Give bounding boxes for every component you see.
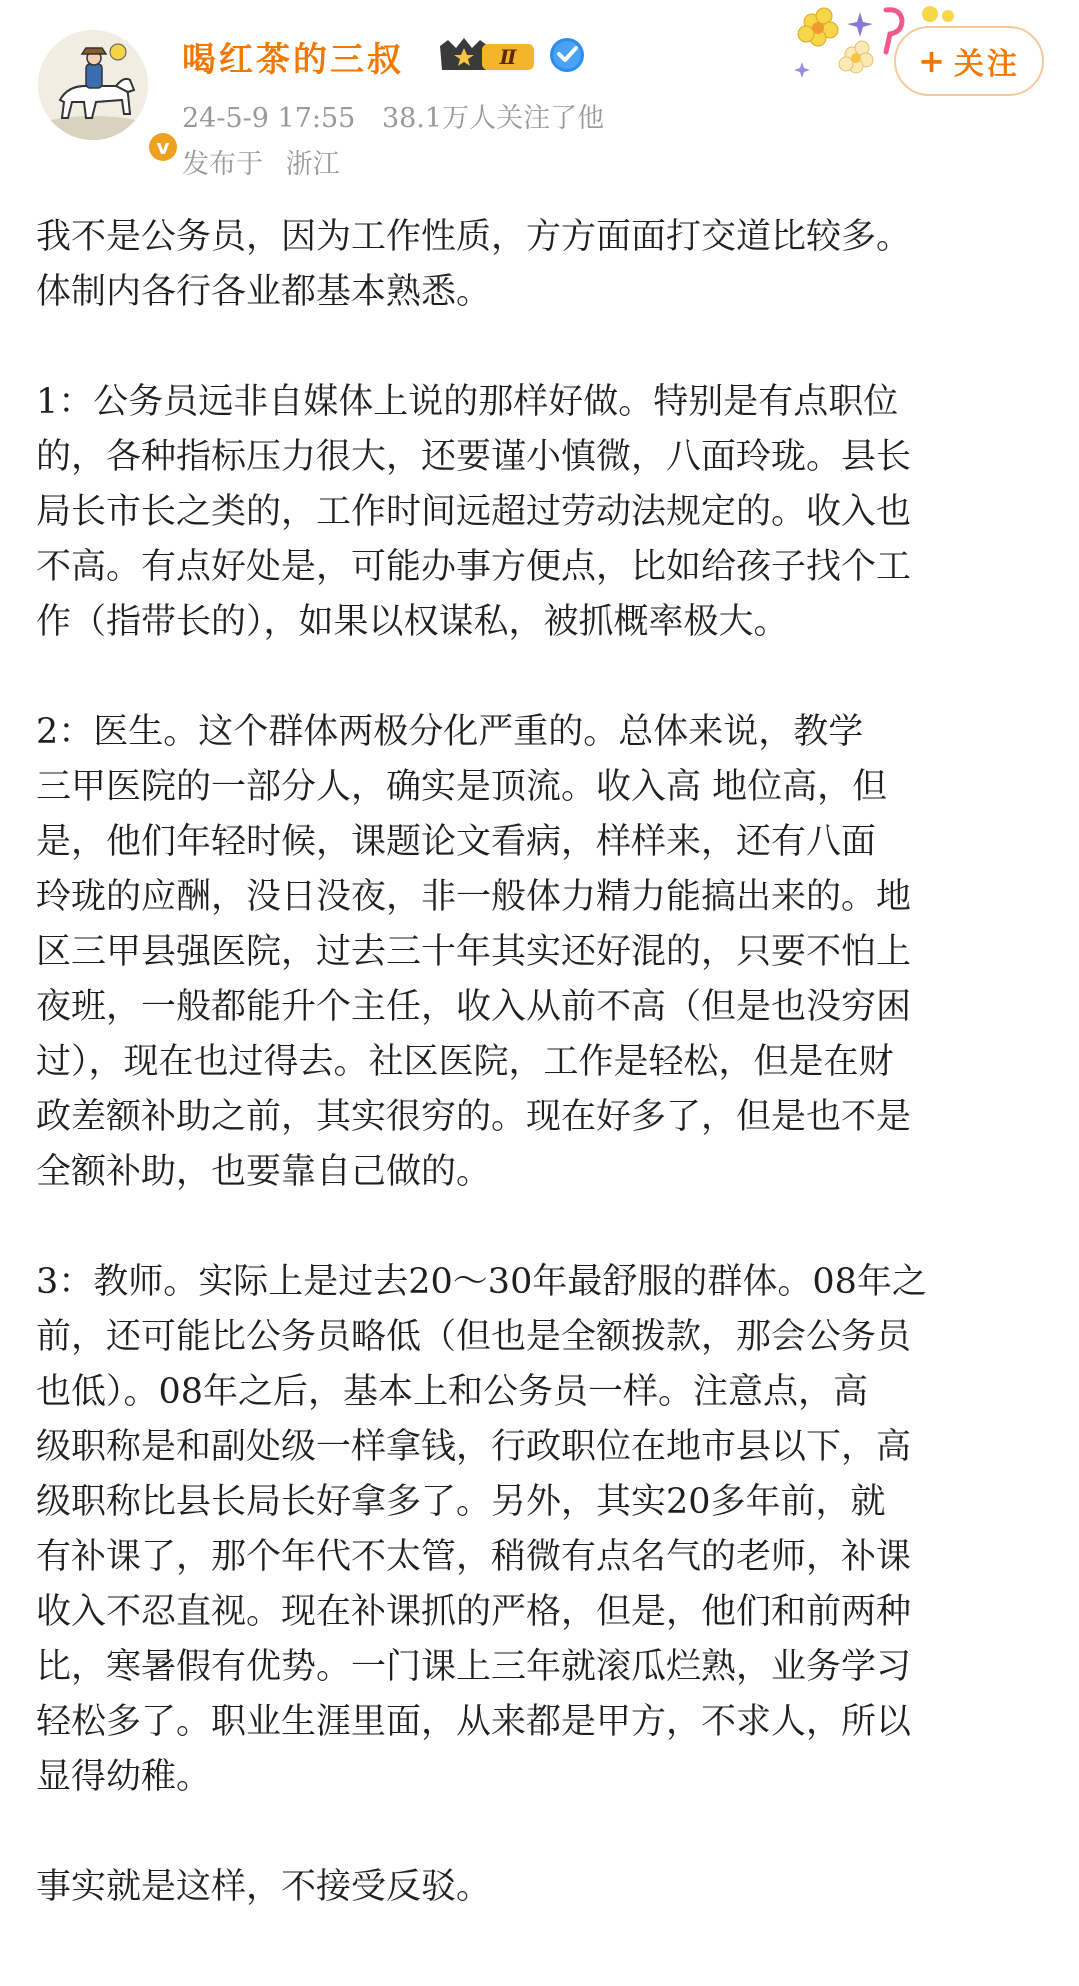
- author-avatar[interactable]: [38, 30, 170, 159]
- text-line: 区三甲县强医院，过去三十年其实还好混的，只要不怕上: [36, 932, 912, 972]
- text-line: 收入不忍直视。现在补课抓的严格，但是，他们和前两种: [36, 1592, 912, 1632]
- text-line: 我不是公务员，因为工作性质，方方面面打交道比较多。: [36, 217, 912, 257]
- text-line: 夜班，一般都能升个主任，收入从前不高（但是也没穷困: [36, 987, 912, 1027]
- plus-icon: +: [918, 42, 948, 80]
- location-value: 浙江: [285, 149, 340, 180]
- text-line: 体制内各行各业都基本熟悉。: [36, 272, 492, 312]
- text-line: 作（指带长的），如果以权谋私，被抓概率极大。: [36, 602, 789, 642]
- location-prefix: 发布于: [182, 149, 263, 180]
- post-paragraph-conclusion: [36, 1860, 1046, 1915]
- follow-button-label: 关注: [953, 47, 1020, 82]
- author-name[interactable]: 喝红茶的三叔: [182, 40, 404, 80]
- post-paragraph-civil-servants: [36, 375, 1046, 650]
- text-line: 级职称是和副处级一样拿钱，行政职位在地市县以下，高: [36, 1427, 912, 1467]
- level-badge-text: Ⅱ: [499, 45, 517, 69]
- text-line: 2：医生。这个群体两极分化严重的。总体来说，教学: [36, 712, 864, 752]
- text-line: 局长市长之类的，工作时间远超过劳动法规定的。收入也: [36, 492, 912, 532]
- text-line: 不高。有点好处是，可能办事方便点，比如给孩子找个工: [36, 547, 912, 587]
- blue-v-verified-icon: [548, 36, 586, 74]
- text-line: 级职称比县长局长好拿多了。另外，其实20多年前，就: [36, 1482, 886, 1522]
- post-header: [0, 0, 1079, 190]
- cowboy-on-horse-avatar-icon: [38, 30, 148, 140]
- post-paragraph-doctors: [36, 705, 1046, 1200]
- level-badge-icon: [438, 36, 536, 74]
- post-paragraph-teachers: [36, 1255, 1046, 1805]
- avatar-v-badge: [146, 130, 180, 164]
- text-line: 三甲医院的一部分人，确实是顶流。收入高 地位高，但: [36, 767, 888, 807]
- author-followers: 38.1万人关注了他: [381, 103, 605, 134]
- text-line: 1：公务员远非自媒体上说的那样好做。特别是有点职位: [36, 382, 899, 422]
- text-line: 的，各种指标压力很大，还要谨小慎微，八面玲珑。县长: [36, 437, 912, 477]
- text-line: 前，还可能比公务员略低（但也是全额拨款，那会公务员: [36, 1317, 912, 1357]
- post-timestamp: 24-5-9 17:55: [182, 103, 356, 134]
- v-icon: v: [149, 133, 177, 161]
- text-line: 是，他们年轻时候，课题论文看病，样样来，还有八面: [36, 822, 877, 862]
- text-line: 政差额补助之前，其实很穷的。现在好多了，但是也不是: [36, 1097, 912, 1137]
- text-line: 玲珑的应酬，没日没夜，非一般体力精力能搞出来的。地: [36, 877, 912, 917]
- text-line: 轻松多了。职业生涯里面，从来都是甲方，不求人，所以: [36, 1702, 912, 1742]
- text-line: 有补课了，那个年代不太管，稍微有点名气的老师，补课: [36, 1537, 912, 1577]
- text-line: 3：教师。实际上是过去20～30年最舒服的群体。08年之: [36, 1262, 927, 1302]
- post-paragraph-intro: [36, 210, 1046, 320]
- follow-button[interactable]: [894, 26, 1044, 96]
- text-line: 全额补助，也要靠自己做的。: [36, 1152, 492, 1192]
- text-line: 也低）。08年之后，基本上和公务员一样。注意点，高: [36, 1372, 869, 1412]
- post-location: [182, 142, 340, 181]
- text-line: 比，寒暑假有优势。一门课上三年就滚瓜烂熟，业务学习: [36, 1647, 912, 1687]
- post-meta: [182, 96, 622, 135]
- post-content: [36, 210, 1046, 1970]
- text-line: 事实就是这样，不接受反驳。: [36, 1867, 492, 1907]
- text-line: 显得幼稚。: [36, 1757, 212, 1797]
- text-line: 过），现在也过得去。社区医院，工作是轻松，但是在财: [36, 1042, 894, 1082]
